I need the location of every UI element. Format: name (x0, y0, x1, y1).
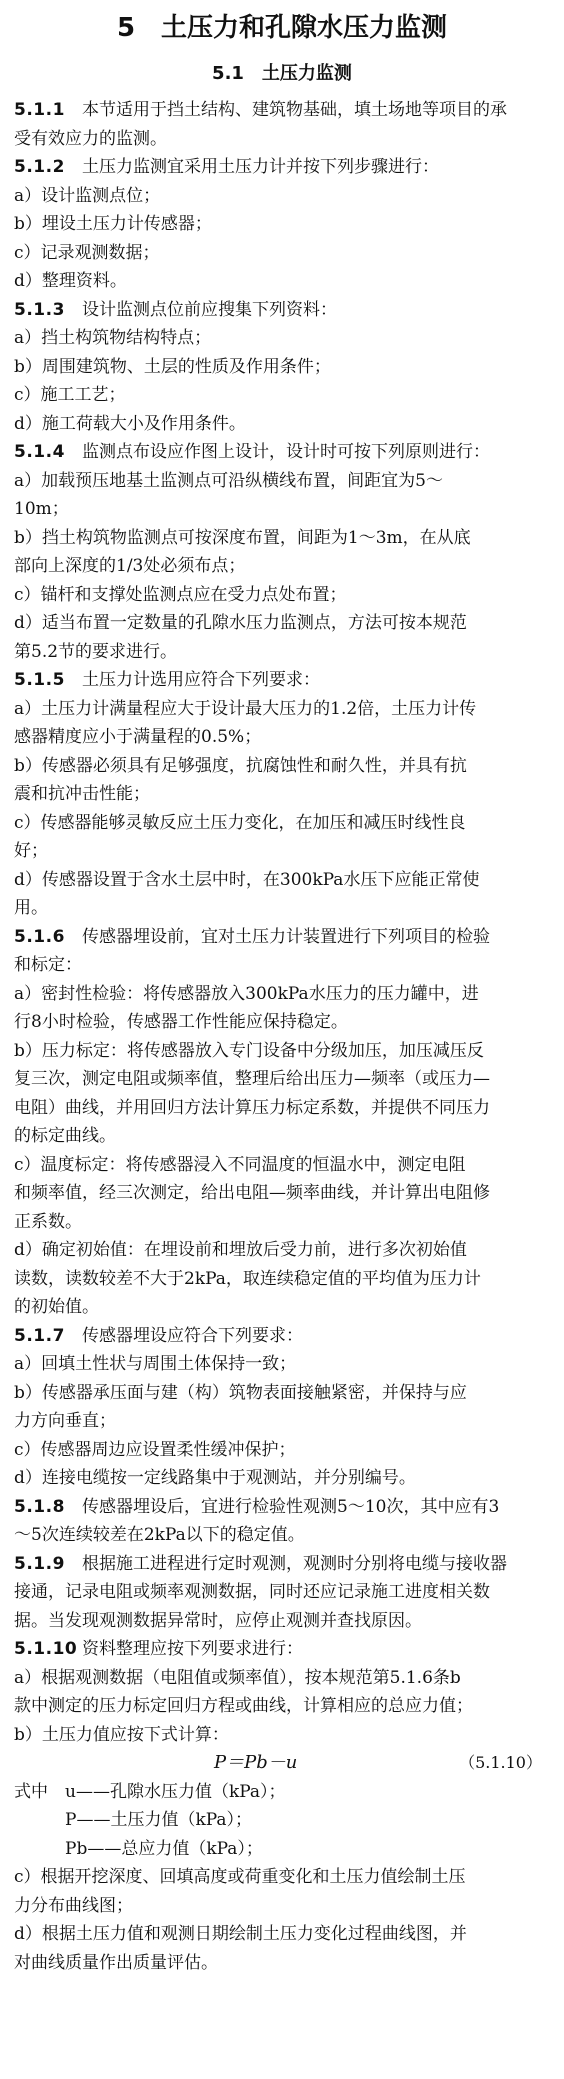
line-text: 的标定曲线。 (14, 1126, 116, 1146)
text-line (14, 357, 556, 377)
line-text: a）加载预压地基土监测点可沿纵横线布置，间距宜为5～ (14, 471, 443, 491)
clause-number: 5.1.9 (14, 1554, 65, 1574)
line-text: 据。当发现观测数据异常时，应停止观测并查找原因。 (14, 1611, 422, 1631)
text-line (14, 499, 556, 519)
line-text: d）传感器设置于含水土层中时，在300kPa水压下应能正常使 (14, 870, 480, 890)
text-line (14, 414, 556, 434)
text-line (14, 1383, 556, 1403)
text-line (14, 1696, 556, 1716)
text-line (14, 385, 556, 405)
clause-number: 5.1.6 (14, 927, 65, 947)
text-line (14, 1041, 556, 1061)
line-text: P——土压力值（kPa）； (14, 1810, 253, 1830)
text-line (14, 1183, 556, 1203)
text-line (14, 585, 556, 605)
line-text: 土压力计选用应符合下列要求： (82, 670, 320, 690)
line-text: d）适当布置一定数量的孔隙水压力监测点，方法可按本规范 (14, 613, 467, 633)
line-text: 本节适用于挡土结构、建筑物基础，填土场地等项目的承 (82, 100, 507, 120)
line-text: 式中 u——孔隙水压力值（kPa）； (14, 1782, 286, 1802)
clause-number: 5.1.1 (14, 100, 65, 120)
line-text: 根据施工进程进行定时观测，观测时分别将电缆与接收器 (82, 1554, 507, 1574)
line-text: 用。 (14, 898, 48, 918)
line-text: 力方向垂直； (14, 1411, 116, 1431)
line-text: 资料整理应按下列要求进行： (82, 1639, 303, 1659)
text-line (14, 243, 556, 263)
text-line (14, 1582, 556, 1602)
line-text: 受有效应力的监测。 (14, 129, 167, 149)
line-text: c）温度标定：将传感器浸入不同温度的恒温水中，测定电阻 (14, 1155, 466, 1175)
text-line (14, 984, 556, 1004)
clause-number: 5.1.3 (14, 300, 65, 320)
text-line (14, 841, 556, 861)
line-text: 土压力监测宜采用土压力计并按下列步骤进行： (82, 157, 439, 177)
variable-definition (14, 1782, 556, 1802)
line-text: Pb——总应力值（kPa）； (14, 1839, 263, 1859)
text-line (14, 1354, 556, 1374)
line-text: 感器精度应小于满量程的0.5%； (14, 727, 262, 747)
text-line (14, 1468, 556, 1488)
line-text: 第5.2节的要求进行。 (14, 642, 178, 662)
clause-line (14, 1639, 556, 1659)
line-text: 读数，读数较差不大于2kPa，取连续稳定值的平均值为压力计 (14, 1269, 481, 1289)
clause-line (14, 300, 556, 320)
line-text: c）锚杆和支撑处监测点应在受力点处布置； (14, 585, 347, 605)
text-line (14, 1155, 556, 1175)
clause-line (14, 1497, 556, 1517)
line-text: c）记录观测数据； (14, 243, 160, 263)
line-text: c）传感器周边应设置柔性缓冲保护； (14, 1440, 296, 1460)
line-text: 10m； (14, 499, 69, 519)
line-text: 传感器埋设应符合下列要求： (82, 1326, 303, 1346)
text-line (14, 328, 556, 348)
line-text: c）施工工艺； (14, 385, 126, 405)
line-text: a）密封性检验：将传感器放入300kPa水压力的压力罐中，进 (14, 984, 479, 1004)
line-text: 的初始值。 (14, 1297, 99, 1317)
line-text: 和标定： (14, 955, 82, 975)
text-line (14, 129, 556, 149)
formula-expression: P＝Pb－u (214, 1752, 298, 1773)
text-line (14, 1126, 556, 1146)
clause-number: 5.1.5 (14, 670, 65, 690)
line-text: 款中测定的压力标定回归方程或曲线，计算相应的总应力值； (14, 1696, 473, 1716)
text-line (14, 756, 556, 776)
line-text: 对曲线质量作出质量评估。 (14, 1953, 218, 1973)
text-line (14, 528, 556, 548)
line-text: a）挡土构筑物结构特点； (14, 328, 212, 348)
text-line (14, 1953, 556, 1973)
line-text: b）埋设土压力计传感器； (14, 214, 212, 234)
text-line (14, 271, 556, 291)
clause-number: 5.1.4 (14, 442, 65, 462)
line-text: b）传感器必须具有足够强度，抗腐蚀性和耐久性，并具有抗 (14, 756, 467, 776)
line-text: 监测点布设应作图上设计，设计时可按下列原则进行： (82, 442, 490, 462)
text-line (14, 1867, 556, 1887)
line-text: d）整理资料。 (14, 271, 127, 291)
text-line (14, 1924, 556, 1944)
text-line (14, 1212, 556, 1232)
text-line (14, 1012, 556, 1032)
line-text: 好； (14, 841, 48, 861)
text-line (14, 1668, 556, 1688)
line-text: a）设计监测点位； (14, 186, 161, 206)
clause-line (14, 1554, 556, 1574)
line-text: ～5次连续较差在2kPa以下的稳定值。 (14, 1525, 305, 1545)
line-text: d）根据土压力值和观测日期绘制土压力变化过程曲线图，并 (14, 1924, 467, 1944)
text-line (14, 1440, 556, 1460)
text-line (14, 870, 556, 890)
equation-number: （5.1.10） (459, 1753, 542, 1772)
text-line (14, 699, 556, 719)
section-title: 5.1 土压力监测 (212, 63, 352, 84)
line-text: a）回填土性状与周围土体保持一致； (14, 1354, 297, 1374)
text-line (14, 556, 556, 576)
line-text: b）周围建筑物、土层的性质及作用条件； (14, 357, 331, 377)
line-text: 部向上深度的1/3处必须布点； (14, 556, 246, 576)
line-text: a）根据观测数据（电阻值或频率值），按本规范第5.1.6条b (14, 1668, 461, 1688)
line-text: d）连接电缆按一定线路集中于观测站，并分别编号。 (14, 1468, 416, 1488)
line-text: 正系数。 (14, 1212, 82, 1232)
clause-number: 5.1.2 (14, 157, 65, 177)
variable-definition (14, 1810, 556, 1830)
line-text: 和频率值，经三次测定，给出电阻—频率曲线，并计算出电阻修 (14, 1183, 490, 1203)
clause-number: 5.1.7 (14, 1326, 65, 1346)
text-line (14, 1240, 556, 1260)
text-line (14, 784, 556, 804)
chapter-title: 5 土压力和孔隙水压力监测 (116, 13, 448, 43)
text-line (14, 1098, 556, 1118)
line-text: b）压力标定：将传感器放入专门设备中分级加压，加压减压反 (14, 1041, 484, 1061)
text-line (14, 1411, 556, 1431)
line-text: 复三次，测定电阻或频率值，整理后给出压力—频率（或压力— (14, 1069, 490, 1089)
clause-line (14, 1326, 556, 1346)
text-line (14, 1269, 556, 1289)
line-text: d）确定初始值：在埋设前和埋放后受力前，进行多次初始值 (14, 1240, 467, 1260)
clause-line (14, 442, 556, 462)
text-line (14, 1725, 556, 1745)
text-line (14, 813, 556, 833)
text-line (14, 898, 556, 918)
line-text: c）根据开挖深度、回填高度或荷重变化和土压力值绘制土压 (14, 1867, 466, 1887)
text-line (14, 642, 556, 662)
text-line (14, 1297, 556, 1317)
line-text: 电阻）曲线，并用回归方法计算压力标定系数，并提供不同压力 (14, 1098, 490, 1118)
clause-line (14, 670, 556, 690)
line-text: 行8小时检验，传感器工作性能应保持稳定。 (14, 1012, 348, 1032)
line-text: 震和抗冲击性能； (14, 784, 150, 804)
line-text: b）挡土构筑物监测点可按深度布置，间距为1～3m，在从底 (14, 528, 471, 548)
clause-number: 5.1.8 (14, 1497, 65, 1517)
text-line (14, 955, 556, 975)
line-text: b）土压力值应按下式计算： (14, 1725, 229, 1745)
text-line (14, 1069, 556, 1089)
text-line (14, 613, 556, 633)
line-text: 传感器埋设前，宜对土压力计装置进行下列项目的检验 (82, 927, 490, 947)
line-text: b）传感器承压面与建（构）筑物表面接触紧密，并保持与应 (14, 1383, 467, 1403)
text-line (14, 214, 556, 234)
text-line (14, 471, 556, 491)
text-line (14, 727, 556, 747)
line-text: 接通，记录电阻或频率观测数据，同时还应记录施工进度相关数 (14, 1582, 490, 1602)
line-text: 力分布曲线图； (14, 1896, 133, 1916)
line-text: c）传感器能够灵敏反应土压力变化，在加压和减压时线性良 (14, 813, 466, 833)
text-line (14, 1611, 556, 1631)
clause-line (14, 157, 556, 177)
line-text: 设计监测点位前应搜集下列资料： (82, 300, 337, 320)
line-text: a）土压力计满量程应大于设计最大压力的1.2倍，土压力计传 (14, 699, 477, 719)
text-line (14, 186, 556, 206)
clause-number: 5.1.10 (14, 1639, 78, 1659)
clause-line (14, 100, 556, 120)
text-line (14, 1896, 556, 1916)
line-text: d）施工荷载大小及作用条件。 (14, 414, 246, 434)
text-line (14, 1525, 556, 1545)
line-text: 传感器埋设后，宜进行检验性观测5～10次，其中应有3 (82, 1497, 500, 1517)
clause-line (14, 927, 556, 947)
variable-definition (14, 1839, 556, 1859)
